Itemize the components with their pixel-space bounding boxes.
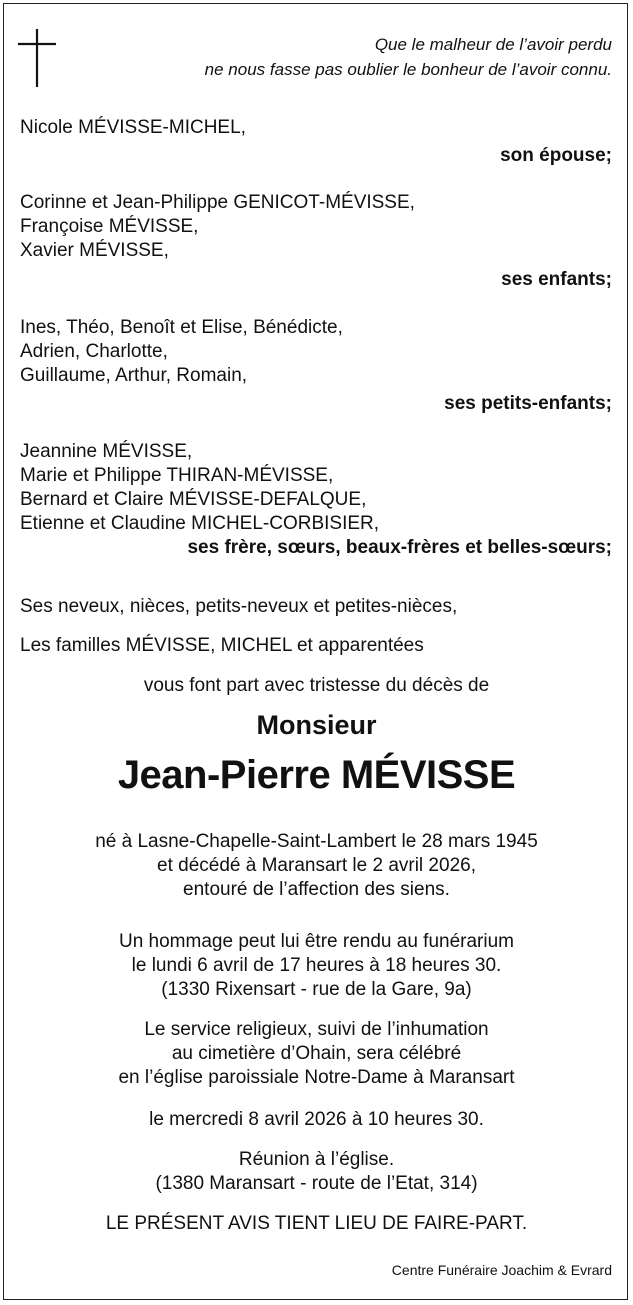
children-role: ses enfants; xyxy=(501,269,612,290)
service-date: le mercredi 8 avril 2026 à 10 heures 30. xyxy=(149,1109,484,1130)
tribute-line: Un hommage peut lui être rendu au funérarium xyxy=(118,931,514,952)
siblings-block xyxy=(20,440,612,560)
families-text: Les familles MÉVISSE, MICHEL et apparentées xyxy=(20,635,424,656)
siblings-role: ses frère, sœurs, beaux-frères et belles-sœurs; xyxy=(187,537,612,558)
meeting-block xyxy=(0,1148,633,1196)
grandchild-names: Guillaume, Arthur, Romain, xyxy=(20,365,248,386)
tribute-line: (1330 Rixensart - rue de la Gare, 9a) xyxy=(161,979,472,1000)
nephews-line xyxy=(20,595,612,619)
families-line xyxy=(20,634,612,658)
meeting-line: Réunion à l’église. xyxy=(238,1149,395,1170)
nephews-text: Ses neveux, nièces, petits-neveux et petites-nièces, xyxy=(20,596,458,617)
sibling-name: Etienne et Claudine MICHEL-CORBISIER, xyxy=(20,513,380,534)
grandchild-names: Adrien, Charlotte, xyxy=(20,341,168,362)
child-name: Françoise MÉVISSE, xyxy=(20,216,199,237)
funeral-home: Centre Funéraire Joachim & Evrard xyxy=(391,1262,612,1278)
children-block xyxy=(20,191,612,292)
surrounded-line: entouré de l’affection des siens. xyxy=(183,879,450,900)
intro-line: vous font part avec tristesse du décès de xyxy=(143,675,490,696)
epigraph-line-1: Que le malheur de l’avoir perdu xyxy=(374,35,612,54)
child-name: Xavier MÉVISSE, xyxy=(20,240,169,261)
grandchildren-block xyxy=(20,316,612,416)
service-line: en l’église paroissiale Notre-Dame à Maransart xyxy=(118,1067,515,1088)
sibling-name: Jeannine MÉVISSE, xyxy=(20,441,193,462)
meeting-address: (1380 Maransart - route de l’Etat, 314) xyxy=(155,1173,478,1194)
child-name: Corinne et Jean-Philippe GENICOT-MÉVISSE, xyxy=(20,192,415,213)
birth-line: né à Lasne-Chapelle-Saint-Lambert le 28 mars 1945 xyxy=(95,831,538,852)
service-block xyxy=(0,1018,633,1090)
epigraph xyxy=(205,32,612,82)
birth-death-block xyxy=(0,830,633,902)
tribute-line: le lundi 6 avril de 17 heures à 18 heures 30. xyxy=(131,955,502,976)
tribute-block xyxy=(0,930,633,1002)
honorific: Monsieur xyxy=(256,710,377,740)
service-line: au cimetière d’Ohain, sera célébré xyxy=(171,1043,462,1064)
sibling-name: Marie et Philippe THIRAN-MÉVISSE, xyxy=(20,465,334,486)
spouse-block xyxy=(20,116,612,168)
cross-icon xyxy=(18,29,56,87)
spouse-role: son épouse; xyxy=(500,145,612,166)
grandchildren-role: ses petits-enfants; xyxy=(444,393,612,414)
epigraph-line-2: ne nous fasse pas oublier le bonheur de l’avoir connu. xyxy=(204,60,612,79)
notice-line: LE PRÉSENT AVIS TIENT LIEU DE FAIRE-PART. xyxy=(105,1213,528,1234)
spouse-name: Nicole MÉVISSE-MICHEL, xyxy=(20,117,246,138)
sibling-name: Bernard et Claire MÉVISSE-DEFALQUE, xyxy=(20,489,367,510)
death-line: et décédé à Maransart le 2 avril 2026, xyxy=(157,855,476,876)
service-line: Le service religieux, suivi de l’inhumation xyxy=(144,1019,489,1040)
deceased-name: Jean-Pierre MÉVISSE xyxy=(117,753,516,797)
grandchild-names: Ines, Théo, Benoît et Elise, Bénédicte, xyxy=(20,317,343,338)
